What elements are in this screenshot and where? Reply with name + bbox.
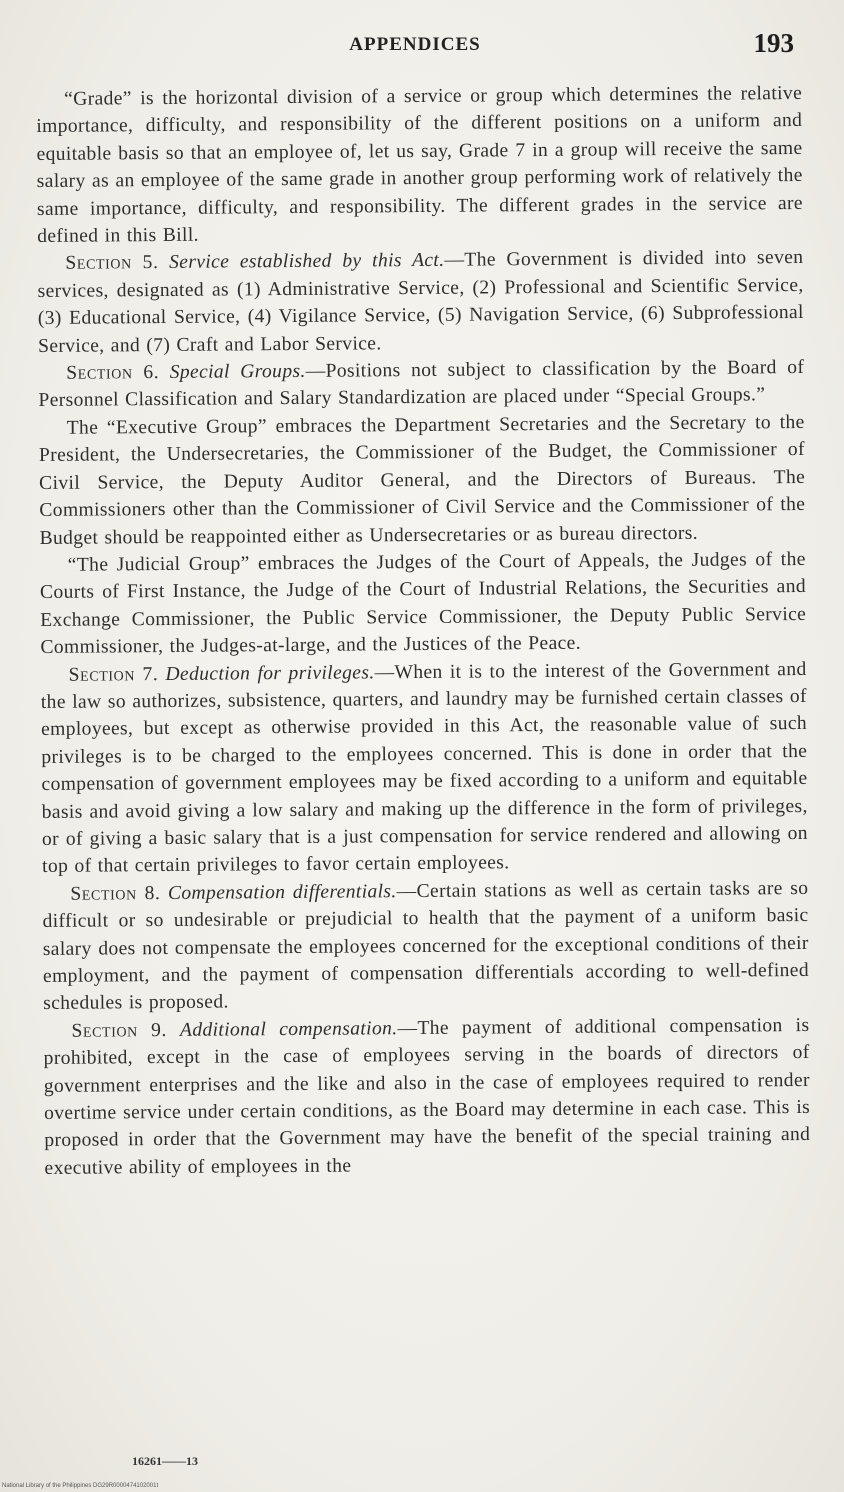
- section-label: Section 8.: [70, 882, 161, 905]
- paragraph-text: “Grade” is the horizontal division of a service or group which determines the relative importance, difficulty, and responsibility of the different positions on a uniform and equitable basis so that an employee of, let us say, Grade 7 in a group will receive the same salary as an employee of the same grade in another group performing work of relatively the same importance, difficulty, and responsibility. The different grades in the service are defined in this Bill.: [36, 82, 804, 248]
- scan-footer-note: National Library of the Philippines DG29R0000474102001t: [2, 1483, 159, 1489]
- paragraph-section-7: [41, 655, 809, 880]
- page-header: [36, 30, 794, 66]
- paragraph-section-9: [43, 1012, 810, 1182]
- paragraph-section-8: [42, 875, 809, 1018]
- paragraph-text: —The Government is divided into seven services, designated as (1) Administrative Service, (2) Professional and Scientific Service, (3) Educational Service, (4) Vigilance Service, (5) Navigation Service, (6) Subprofessional Service, and (7) Craft and Labor Service.: [37, 247, 804, 357]
- paragraph-section-6: [38, 354, 804, 415]
- section-title: Special Groups.: [169, 360, 306, 384]
- section-title: Service established by this Act.: [169, 250, 445, 274]
- section-title: Additional compensation.: [179, 1018, 398, 1041]
- page-number: 193: [753, 28, 794, 58]
- paragraph-grade-definition: [36, 80, 803, 250]
- section-title: Deduction for privileges.: [165, 661, 375, 685]
- paragraph-text: —The payment of additional compensation is prohibited, except in the case of employees serving in the boards of directors of government enterprises and the like and also in the case of employees required to render overtime service under certain conditions, as the Board may determine in each case. This is proposed in order that the Government may have the benefit of the special training and executive ability of employees in the: [43, 1014, 811, 1179]
- section-label: Section 9.: [71, 1019, 168, 1042]
- paragraph-text: —When it is to the interest of the Government and the law so authorizes, subsistence, quarters, and laundry may be furnished certain classes of employees, but except as otherwise provided in this Act, the reasonable value of such privileges is to be charged to the employees concerned. This is done in order that the compensation of government employees may be fixed according to a uniform and equitable basis and avoid giving a low salary and making up the difference in the form of privileges, or of giving a basic salary that is a just compensation for service rendered and allowing on top of that certain privileges to favor certain employees.: [40, 658, 808, 878]
- section-title: Compensation differentials.: [167, 880, 397, 904]
- paragraph-text: —Certain stations as well as certain tasks are so difficult or so undesirable or prejudicial to health that the payment of a uniform basic salary does not compensate the employees concerned for the exceptional conditions of their employment, and the payment of compensation differentials according to well-defined schedules is proposed.: [42, 877, 810, 1015]
- running-head: APPENDICES: [349, 34, 481, 55]
- paragraph-text: —Positions not subject to classification by the Board of Personnel Classification and Salary Standardization are placed under “Special Groups.”: [38, 357, 805, 412]
- paragraph-text: “The Judicial Group” embraces the Judges of the Court of Appeals, the Judges of the Courts of First Instance, the Judge of the Court of Industrial Relations, the Securities and Exchange Commissioner, the Public Service Commissioner, the Deputy Public Service Commissioner, the Judges-at-large, and the Justices of the Peace.: [39, 548, 807, 659]
- section-label: Section 7.: [68, 663, 159, 686]
- paragraph-section-5: [37, 244, 804, 360]
- printer-signature-mark: 16261——13: [132, 1454, 198, 1468]
- paragraph-text: The “Executive Group” embraces the Department Secretaries and the Secretary to the President, the Undersecretaries, the Commissioner of the Budget, the Commissioner of Civil Service, the Deputy Auditor General, and the Directors of Bureaus. The Commissioners other than the Commissioner of Civil Service and the Commissioner of the Budget should be reappointed either as Undersecretaries or as bureau directors.: [38, 411, 806, 549]
- paragraph-judicial-group: [40, 546, 807, 662]
- body-text: [36, 80, 811, 1182]
- paragraph-executive-group: [39, 409, 806, 552]
- section-label: Section 6.: [66, 362, 160, 384]
- section-label: Section 5.: [65, 252, 159, 275]
